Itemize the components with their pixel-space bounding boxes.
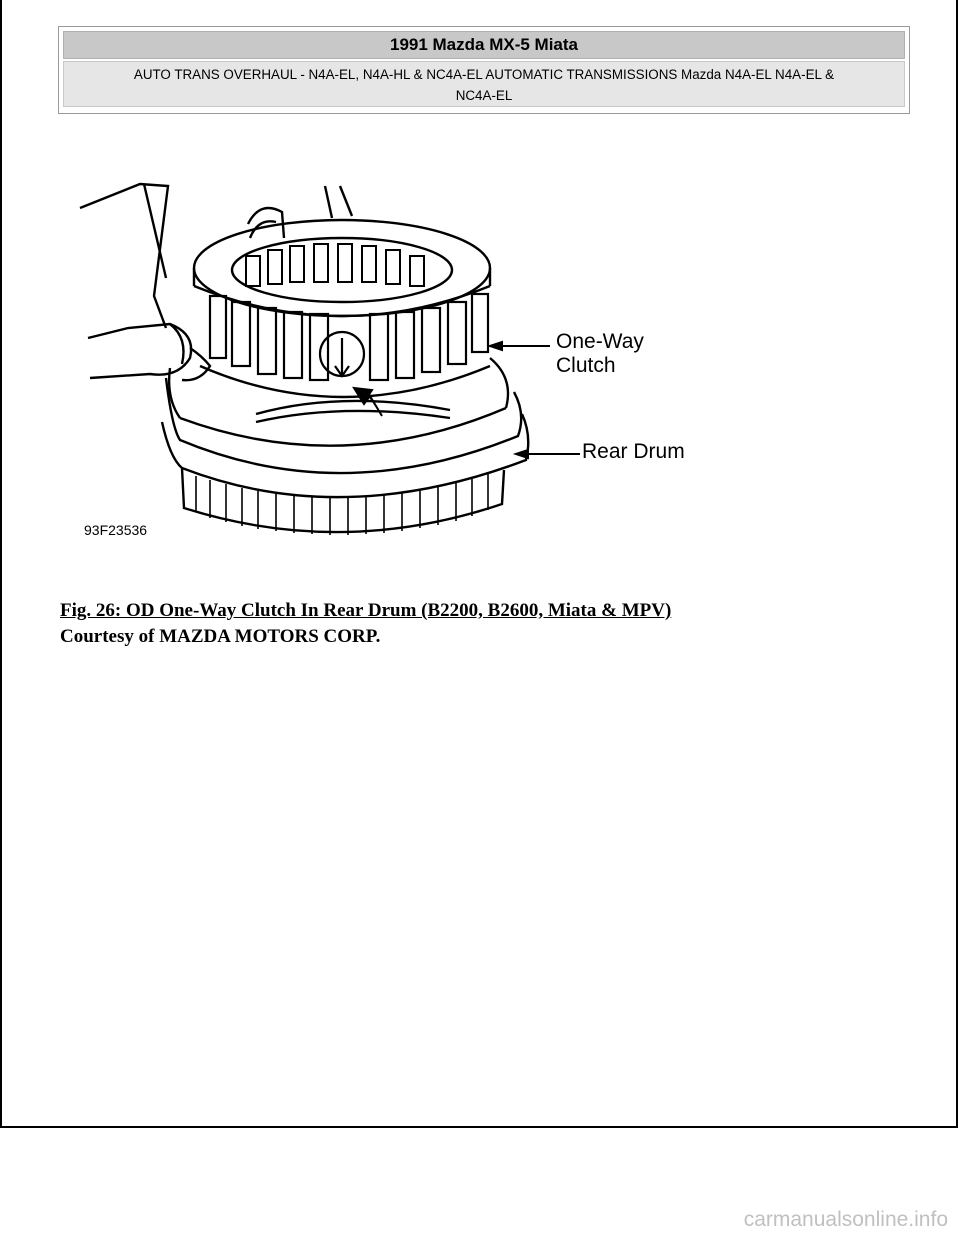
one-way-clutch-label [556, 330, 686, 378]
inner-rollers [246, 244, 424, 286]
figure-credit: Courtesy of MAZDA MOTORS CORP. [60, 626, 381, 647]
rear-drum [162, 358, 528, 535]
document-subtitle [63, 61, 905, 107]
one-way-clutch-label-line-1: One-Way [556, 330, 644, 353]
one-way-clutch-label-line-2: Clutch [556, 354, 616, 377]
subtitle-line-1: AUTO TRANS OVERHAUL - N4A-EL, N4A-HL & NC4A-EL AUTOMATIC TRANSMISSIONS Mazda N4A-EL N4A-EL & [133, 67, 835, 82]
subtitle-line-2: NC4A-EL [455, 88, 513, 103]
rear-drum-label: Rear Drum [582, 440, 685, 463]
figure-caption: Fig. 26: OD One-Way Clutch In Rear Drum (B2200, B2600, Miata & MPV) [60, 600, 672, 621]
hand-drawing [80, 184, 352, 380]
watermark: carmanualsonline.info [743, 1208, 948, 1231]
document-header [58, 26, 910, 114]
figure-id: 93F23536 [84, 522, 148, 538]
document-title: 1991 Mazda MX-5 Miata [63, 31, 905, 59]
